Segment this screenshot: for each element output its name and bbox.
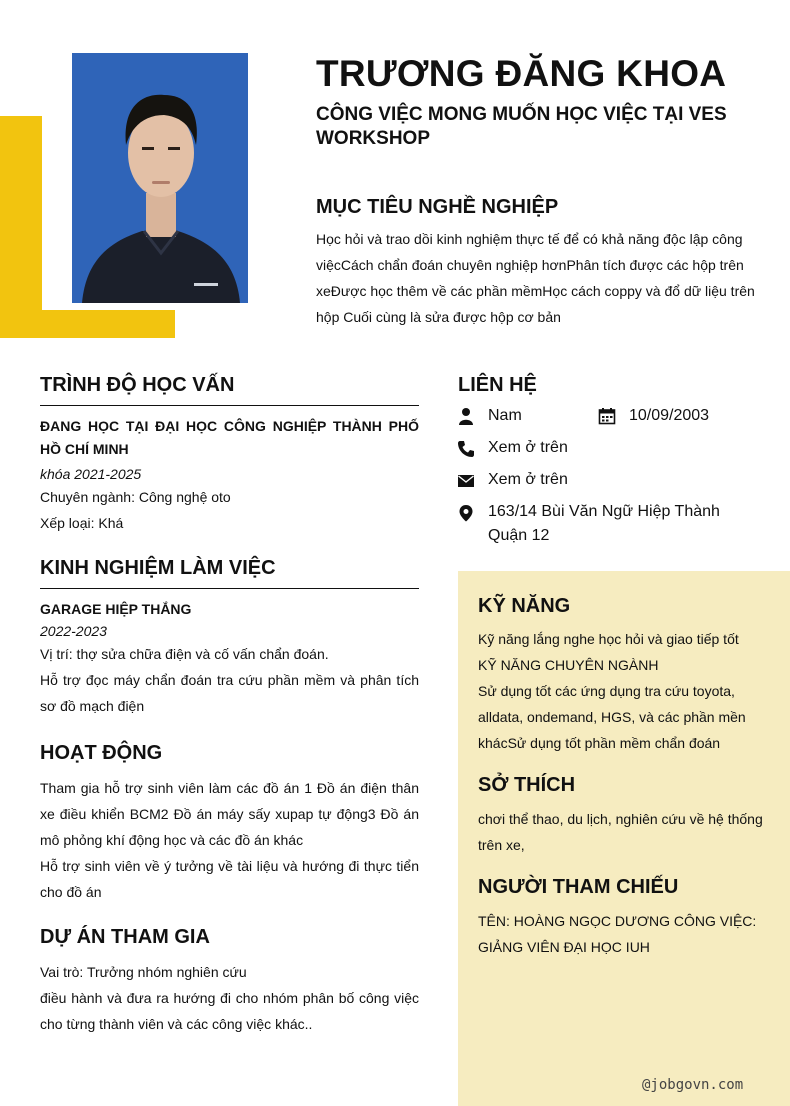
projects-role: Vai trò: Trưởng nhóm nghiên cứu — [40, 964, 247, 980]
education-school: ĐANG HỌC TẠI ĐẠI HỌC CÔNG NGHIỆP THÀNH PHỐ HỒ CHÍ MINH — [40, 418, 419, 457]
activities-text-1: Tham gia hỗ trợ sinh viên làm các đồ án 1 Đồ án điện thân xe điều khiển BCM2 Đồ án máy sấy xupap tự động3 Đồ án mô phỏng khí động học và các đồ án khác — [40, 780, 419, 848]
contact-title: LIÊN HỆ — [458, 374, 537, 396]
education-major: Chuyên ngành: Công nghệ oto — [40, 489, 231, 505]
experience-section — [40, 557, 419, 719]
contact-gender: Nam — [488, 407, 522, 424]
projects-text: điều hành và đưa ra hướng đi cho nhóm phân bố công việc cho từng thành viên và các công việc khác.. — [40, 990, 419, 1032]
reference-text: TÊN: HOÀNG NGỌC DƯƠNG CÔNG VIỆC: GIẢNG VIÊN ĐẠI HỌC IUH — [478, 913, 757, 955]
experience-company: GARAGE HIỆP THẮNG — [40, 601, 192, 617]
education-title: TRÌNH ĐỘ HỌC VẤN — [40, 374, 419, 406]
candidate-name: TRƯƠNG ĐĂNG KHOA — [316, 53, 727, 94]
education-period: khóa 2021-2025 — [40, 466, 142, 482]
yellow-accent-base — [0, 310, 175, 338]
desired-job: CÔNG VIỆC MONG MUỐN HỌC VIỆC TẠI VES WORKSHOP — [316, 104, 727, 149]
contact-email: Xem ở trên — [488, 471, 568, 488]
person-icon — [457, 407, 475, 425]
skills-title: KỸ NĂNG — [478, 595, 571, 617]
reference-title: NGƯỜI THAM CHIẾU — [478, 876, 679, 898]
location-pin-icon — [457, 504, 475, 522]
contact-phone: Xem ở trên — [488, 439, 568, 456]
skills-line-3: Sử dụng tốt các ứng dụng tra cứu toyota, alldata, ondemand, HGS, và các phần mền khácSử dụng tốt phần mềm chẩn đoán — [478, 683, 746, 751]
calendar-icon — [598, 407, 616, 425]
activities-text-2: Hỗ trợ sinh viên về ý tưởng về tài liệu và hướng đi thực tiển cho đồ án — [40, 858, 419, 900]
education-section — [40, 374, 419, 536]
phone-icon — [457, 440, 475, 458]
contact-birthday: 10/09/2003 — [629, 407, 710, 424]
skills-panel — [458, 571, 790, 1106]
hobbies-text: chơi thể thao, du lịch, nghiên cứu về hệ thống trên xe, — [478, 811, 763, 853]
activities-title: HOẠT ĐỘNG — [40, 742, 163, 764]
experience-position: Vị trí: thợ sửa chữa điện và cố vấn chẩn đoán. — [40, 646, 329, 662]
objective-title: MỤC TIÊU NGHỀ NGHIỆP — [316, 196, 559, 218]
objective-text: Học hỏi và trao dồi kinh nghiệm thực tế để có khả năng độc lập công việcCách chẩn đoán chuyên nghiệp hơnPhân tích được các hộp trên xeĐược học thêm về các phần mềmHọc cách coppy và đổ dữ liệu trên hộp Cuối cùng là sửa được hộp cơ bản — [316, 231, 755, 325]
mail-icon — [457, 472, 475, 490]
projects-section — [40, 926, 419, 1037]
experience-description: Hỗ trợ đọc máy chẩn đoán tra cứu phần mềm và phân tích sơ đồ mạch điện — [40, 672, 419, 714]
watermark: @jobgovn.com — [642, 1077, 744, 1093]
experience-title: KINH NGHIỆM LÀM VIỆC — [40, 557, 419, 589]
skills-line-2: KỸ NĂNG CHUYÊN NGÀNH — [478, 657, 659, 673]
skills-line-1: Kỹ năng lắng nghe học hỏi và giao tiếp tốt — [478, 631, 739, 647]
education-grade: Xếp loại: Khá — [40, 515, 124, 531]
profile-photo — [72, 53, 248, 303]
experience-period: 2022-2023 — [40, 623, 107, 639]
hobbies-title: SỞ THÍCH — [478, 774, 576, 796]
activities-section — [40, 742, 419, 905]
yellow-accent-bar — [0, 116, 42, 338]
contact-address: 163/14 Bùi Văn Ngữ Hiệp Thành Quận 12 — [488, 503, 720, 544]
projects-title: DỰ ÁN THAM GIA — [40, 926, 210, 948]
